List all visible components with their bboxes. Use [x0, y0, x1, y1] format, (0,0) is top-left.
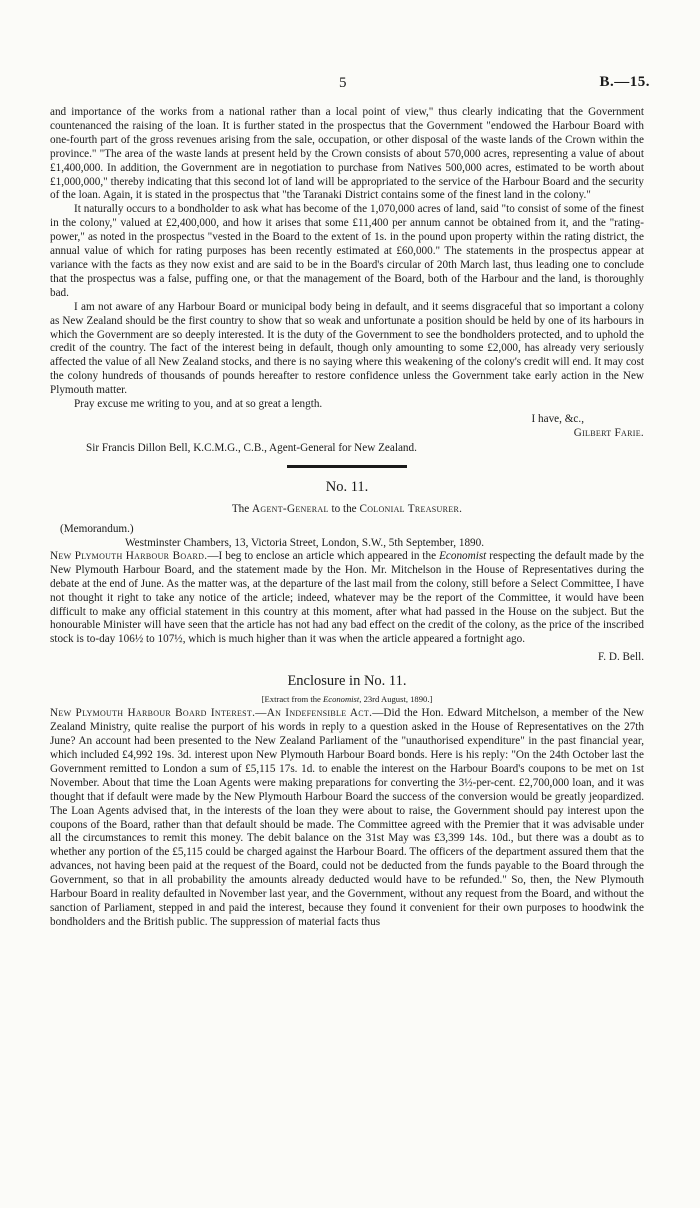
memorandum-lead: New Plymouth Harbour Board. — [50, 549, 208, 562]
memorandum-italic: Economist — [439, 549, 487, 562]
letter-closing: I have, &c., — [531, 412, 584, 425]
extract-post: , 23rd August, 1890.] — [359, 694, 433, 705]
extract-italic: Economist — [323, 694, 360, 705]
letter-paragraph-3: I am not aware of any Harbour Board or municipal body being in default, and it seems disgraceful that so important a colony as New Zealand should be the first country to show that so weak and unfortunate a position should be held by one of its harbours in which the Government are so deeply interested. It is the duty of the Government to see the bondholders protected, and to uphold the credit of the country. The fact of the interest being in default, though only amounting to some £2,000, has already very seriously affected the value of all New Zealand stocks, and there is no saying where this weakening of the colony's credit will end. It may cost the colony hundreds of thousands of pounds hereafter to restore confidence unless the Government take early action in the New Plymouth matter. — [50, 300, 644, 397]
enclosure-heading: Enclosure in No. 11. — [287, 673, 407, 690]
subheading-pre: The — [231, 502, 253, 515]
subheading-from: Agent-General — [252, 502, 329, 515]
letter-paragraph-4: Pray excuse me writing to you, and at so great a length. — [74, 398, 323, 411]
letter-paragraph-1: and importance of the works from a national rather than a local point of view," thus clearly indicating that the Government countenanced the raising of the loan. It is further stated in the prospectus that the Government "endowed the Harbour Board with one-fourth part of the gross revenues arising from the sale, occupation, or other disposal of the waste lands of the Crown within the province." "The area of the waste lands at present held by the Crown consists of about 570,000 acres, representing a value of about £1,400,000. In addition, the Government are in negotiation to purchase from Natives 500,000 acres, estimated to be worth about £1,000,000," thereby indicating that this second lot of land will be appropriated to the service of the Harbour Board and the security of the loan. Again, it is stated in the prospectus that "the Taranaki District contains some of the finest land in the colony." — [50, 106, 644, 202]
letter-addressee: Sir Francis Dillon Bell, K.C.M.G., C.B., Agent-General for New Zealand. — [86, 441, 417, 454]
memorandum-label: (Memorandum.) — [60, 522, 134, 535]
subheading-mid: to the — [328, 502, 360, 515]
extract-pre: [Extract from the — [261, 694, 323, 705]
page-number: 5 — [339, 75, 347, 91]
place-date: Westminster Chambers, 13, Victoria Street, London, S.W., 5th September, 1890. — [125, 536, 485, 549]
subheading-to: Colonial Treasurer. — [359, 502, 463, 515]
memorandum-text-a: —I beg to enclose an article which appeared in the — [207, 549, 440, 562]
memorandum-body — [50, 550, 644, 647]
section-heading-no-11: No. 11. — [325, 478, 369, 495]
page-body — [50, 106, 644, 930]
memorandum-signoff: F. D. Bell. — [597, 651, 644, 664]
enclosure-lead: New Plymouth Harbour Board Interest.—An Indefensible Act. — [50, 707, 373, 720]
document-reference: B.—15. — [599, 74, 650, 90]
enclosure-text: —Did the Hon. Edward Mitchelson, a member of the New Zealand Ministry, quite realise the purport of his words in reply to a question asked in the House of Representatives on the 27th June? An account had been presented to the New Zealand Parliament of the "unauthorised expenditure" in the past financial year, which included £4,992 19s. 3d. interest upon New Plymouth Harbour Board bonds. Here is his reply: "On the 24th October last the Government remitted to London a sum of £5,115 17s. 1d. to enable the interest on the Harbour Board's coupons to be met on 1st November. About that time the Loan Agents were making preparations for converting the 3½-per-cent. £2,700,000 loan, and it was thought that if default were made by the New Plymouth Harbour Board the success of the conversion would be greatly jeopardized. The Loan Agents advised that, in the interests of the loan they were about to raise, the Government should pay interest upon the coupons of the Board, rather than that default should be made. The Committee agreed with the Premier that it was advisable under all the circumstances to remit this money. The debit balance on the 31st May was £3,399 14s. 10d., but there was a doubt as to whether any portion of the £5,115 could be charged against the Harbour Board. The officers of the department assured them that the advances, not having been paid at the request of the Board, could not be deducted from the funds payable to the Board through the Government, so that in all probability the amounts already deducted would have to be refunded." So, then, the New Plymouth Harbour Board in reality defaulted in November last year, and the Government, without any request from the Board, and without the sanction of Parliament, stepped in and paid the interest, because they found it convenient for their own purposes to hoodwink the bondholders and the British public. The suppression of material facts thus — [50, 707, 644, 928]
section-divider — [287, 465, 407, 468]
letter-paragraph-2: It naturally occurs to a bondholder to ask what has become of the 1,070,000 acres of land, said "to consist of some of the finest in the colony," valued at £2,400,000, and how it arises that some £11,400 per annum cannot be obtained from it, and the "rating-power," as noted in the prospectus "vested in the Board to the extent of 1s. in the pound upon property within the rating district, the annual value of which for rating purposes has been recently estimated at £60,000." The statements in the prospectus appear at variance with the facts as they now exist and are said to be in the Board's circular of 20th March last, thus leading one to conclude that the prospectus was a false, puffing one, or that the management of the Board, both of the Harbour and the land, is thoroughly bad. — [50, 203, 644, 299]
extract-source — [50, 693, 644, 705]
spacer — [50, 664, 644, 670]
section-subheading — [50, 502, 644, 516]
memorandum-text-b: respecting the default made by the New Plymouth Harbour Board, and the statement made by the Hon. Mr. Mitchelson in the House of Representatives during the debate at the end of June. As the matter was, at the departure of the last mail from the colony, still before a Select Committee, I have not thought it right to take any notice of the article; indeed, whatever may be the report of the Committee, it would have been difficult to make any official statement in this country at this moment, after what had passed in the House on the subject. But the honourable Minister will have seen that the article has not had any bad effect on the credit of the colony, as the price of the inscribed stock is to-day 106½ to 107½, which is much higher than it was when the article appeared a fortnight ago. — [50, 549, 644, 646]
letter-signature: Gilbert Farie. — [573, 426, 644, 439]
enclosure-body — [50, 707, 644, 930]
